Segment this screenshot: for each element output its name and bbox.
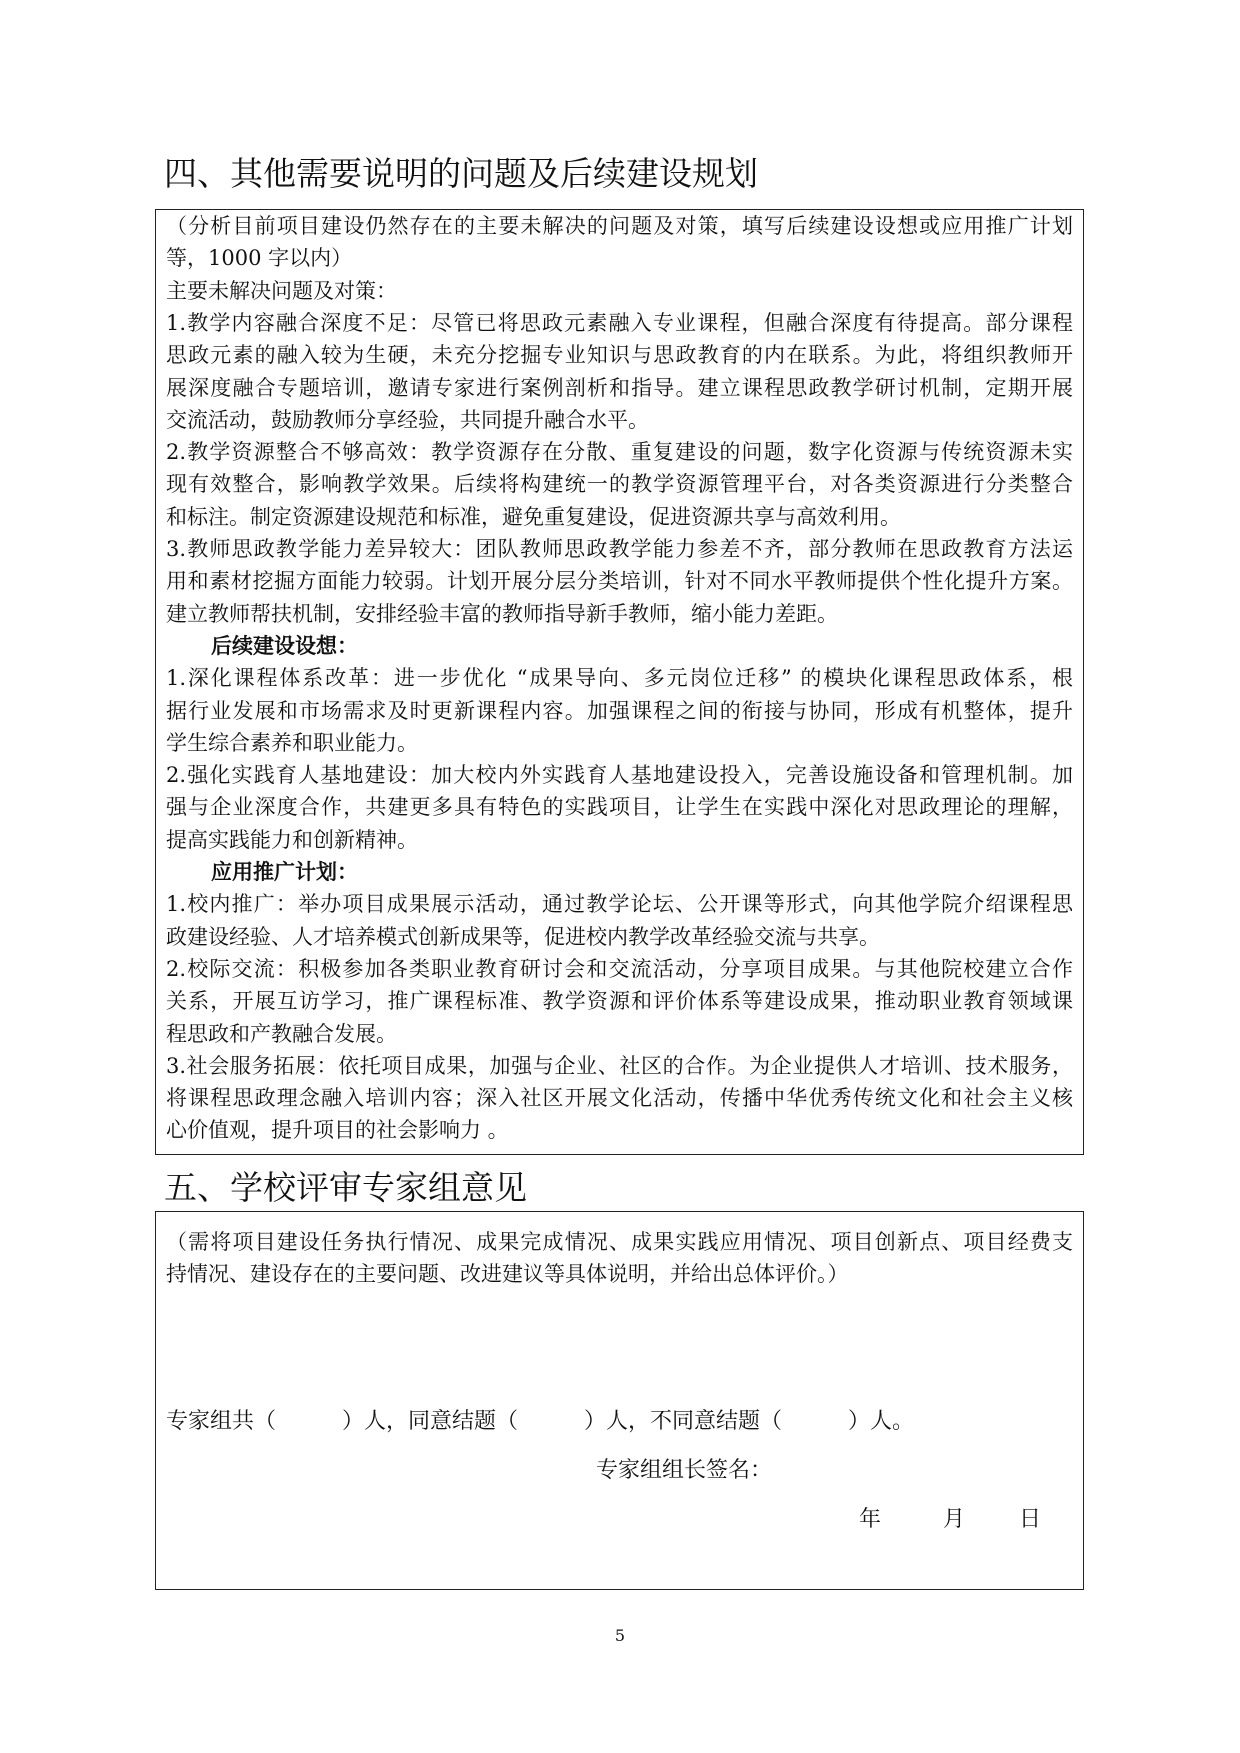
page-number: 5 [614,1626,626,1645]
paragraph-line: 2.强化实践育人基地建设：加大校内外实践育人基地建设投入，完善设施设备和管理机制。加 [166,763,1073,788]
paragraph-line: 强与企业深度合作，共建更多具有特色的实践项目，让学生在实践中深化对思政理论的理解， [166,795,1073,820]
paragraph-line: 关系，开展互访学习，推广课程标准、教学资源和评价体系等建设成果，推动职业教育领域课 [166,989,1073,1014]
paragraph-line: 3.教师思政教学能力差异较大：团队教师思政教学能力参差不齐，部分教师在思政教育方法运 [166,537,1073,561]
section5-title: 五、学校评审专家组意见 [164,1168,527,1207]
paragraph-line: 1.校内推广：举办项目成果展示活动，通过教学论坛、公开课等形式，向其他学院介绍课程思 [166,892,1073,917]
expert-count-line: 专家组共（ ）人，同意结题（ ）人，不同意结题（ ）人。 [166,1409,915,1434]
signature-label: 专家组组长签名： [596,1458,773,1483]
instruction-line: （需将项目建设任务执行情况、成果完成情况、成果实践应用情况、项目创新点、项目经费支 [166,1230,1073,1254]
paragraph-line: 将课程思政理念融入培训内容；深入社区开展文化活动，传播中华优秀传统文化和社会主义核 [166,1086,1073,1111]
paragraph-line: 主要未解决问题及对策： [166,278,397,303]
paragraph-line: 学生综合素养和职业能力。 [166,730,418,755]
paragraph-line: 政建设经验、人才培养模式创新成果等，促进校内教学改革经验交流与共享。 [166,924,880,949]
paragraph-line: 展深度融合专题培训，邀请专家进行案例剖析和指导。建立课程思政教学研讨机制，定期开展 [166,375,1073,400]
paragraph-line: 现有效整合，影响教学效果。后续将构建统一的教学资源管理平台，对各类资源进行分类整合 [166,472,1073,497]
paragraph-line: 1.教学内容融合深度不足：尽管已将思政元素融入专业课程，但融合深度有待提高。部分课程 [166,310,1073,335]
subheading: 后续建设设想： [211,632,358,658]
paragraph-line: （分析目前项目建设仍然存在的主要未解决的问题及对策，填写后续建设设想或应用推广计划 [166,214,1073,238]
paragraph-line: 用和素材挖掘方面能力较弱。计划开展分层分类培训，针对不同水平教师提供个性化提升方案。 [166,569,1073,594]
paragraph-line: 1.深化课程体系改革：进一步优化 “成果导向、多元岗位迁移” 的模块化课程思政体系，根 [166,666,1073,691]
section5-opinion-box [155,1211,1084,1590]
paragraph-line: 心价值观，提升项目的社会影响力 。 [166,1118,509,1143]
paragraph-line: 思政元素的融入较为生硬，未充分挖掘专业知识与思政教育的内在联系。为此，将组织教师开 [166,343,1073,368]
paragraph-line: 和标注。制定资源建设规范和标准，避免重复建设，促进资源共享与高效利用。 [166,504,901,529]
instruction-line: 持情况、建设存在的主要问题、改进建议等具体说明，并给出总体评价。） [166,1262,849,1286]
paragraph-line: 程思政和产教融合发展。 [166,1021,397,1046]
paragraph-line: 3.社会服务拓展：依托项目成果，加强与企业、社区的合作。为企业提供人才培训、技术服务， [166,1053,1073,1078]
section4-content-box [155,209,1084,1155]
paragraph-line: 交流活动，鼓励教师分享经验，共同提升融合水平。 [166,407,649,432]
paragraph-line: 2.教学资源整合不够高效：教学资源存在分散、重复建设的问题，数字化资源与传统资源未实 [166,440,1073,465]
subheading: 应用推广计划： [211,859,358,884]
paragraph-line: 提高实践能力和创新精神。 [166,827,418,852]
date-year: 年 [859,1507,882,1532]
paragraph-line: 2.校际交流：积极参加各类职业教育研讨会和交流活动，分享项目成果。与其他院校建立合作 [166,956,1073,981]
paragraph-line: 建立教师帮扶机制，安排经验丰富的教师指导新手教师，缩小能力差距。 [166,601,838,626]
section4-title: 四、其他需要说明的问题及后续建设规划 [164,154,758,193]
paragraph-line: 等，1000 字以内） [166,246,353,271]
date-month: 月 [943,1507,966,1532]
paragraph-line: 据行业发展和市场需求及时更新课程内容。加强课程之间的衔接与协同，形成有机整体，提升 [166,698,1073,723]
date-day: 日 [1019,1507,1042,1532]
